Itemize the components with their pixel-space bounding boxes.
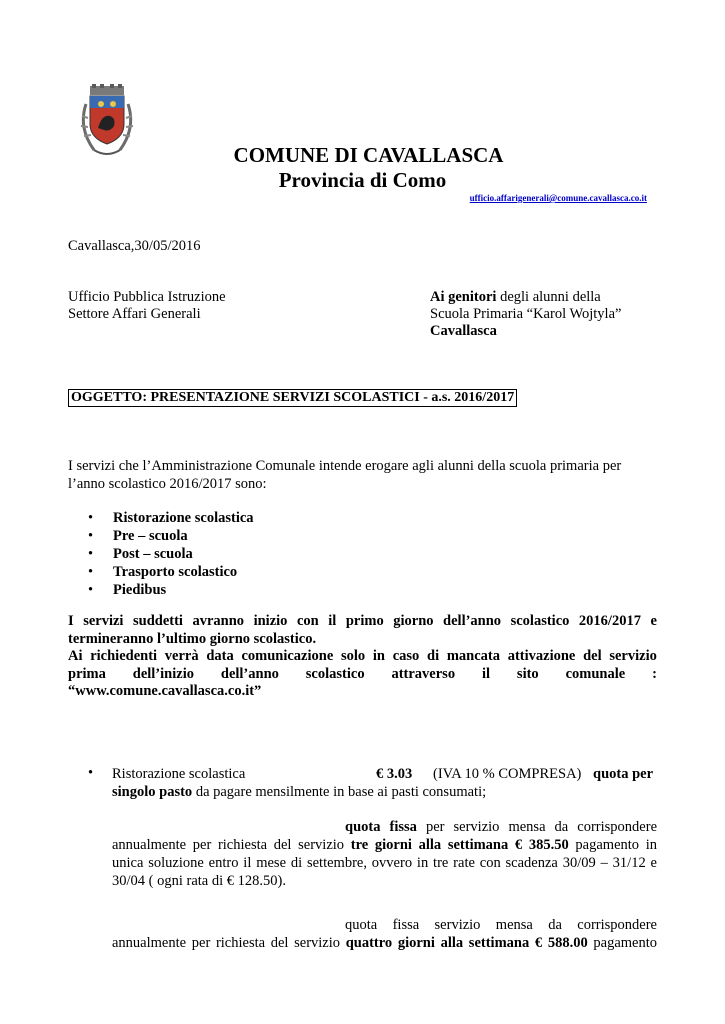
quota-text: annualmente per richiesta del servizio [112,837,351,853]
services-list [86,509,254,599]
sender-department: Settore Affari Generali [68,306,201,322]
word: solo [341,648,366,664]
word: Ai [68,648,83,664]
notice-line [68,666,657,684]
quota-amount: tre giorni alla settimana € 385.50 [350,837,569,853]
quota-text: pagamento [587,935,657,951]
word: giorno [393,613,434,629]
list-item: • Post – scuola [86,545,254,563]
fee-service-name: Ristorazione scolastica [112,766,246,782]
word: primo [345,613,384,629]
quota-text: annualmente per richiesta del servizio [112,935,346,951]
word: scolastico [305,665,365,682]
subject-box: OGGETTO: PRESENTAZIONE SERVIZI SCOLASTICI - a.s. 2016/2017 [68,389,517,407]
word: I [68,613,74,629]
quota-text: per servizio mensa da corrispondere [416,819,657,835]
notice-line: termineranno l’ultimo giorno scolastico. [68,630,317,647]
word: attivazione [507,648,576,664]
quota-text: pagamento in [568,837,657,853]
fee-bullet: • [88,765,94,781]
word: richiedenti [90,648,158,664]
fee-unit: singolo pasto [112,784,193,800]
quota-text: quota fissa servizio mensa da corrispondere [345,917,657,933]
word: verrà [164,648,199,664]
fee-quota-label: quota per [593,766,654,782]
recipient-school: Scuola Primaria “Karol Wojtyla” [430,306,622,322]
fee-price: € 3.03 [376,766,413,782]
province-subtitle: Provincia di Como [278,168,447,192]
fee-vat-note: (IVA 10 % COMPRESA) [433,766,582,782]
quota-text: 30/04 ( ogni rata di € 128.50). [112,873,286,889]
word: il [328,613,337,629]
sender-office: Ufficio Pubblica Istruzione [68,289,226,305]
word: in [372,648,385,664]
word: caso [392,648,420,664]
word: dell’anno [220,665,279,682]
list-item: • Pre – scuola [86,527,254,545]
word: inizio [253,613,288,629]
place-date: Cavallasca,30/05/2016 [68,238,201,254]
municipality-title: COMUNE DI CAVALLASCA [233,143,504,167]
word: attraverso [391,665,456,682]
word: data [206,648,234,664]
word: comunicazione [241,648,334,664]
notice-paragraph [68,613,657,701]
word: servizi [83,613,124,629]
website-reference: “www.comune.cavallasca.co.it” [68,683,262,699]
list-item: • Trasporto scolastico [86,563,254,581]
word: sito [516,665,539,682]
word: comunale [565,665,626,682]
list-item: • Piedibus [86,581,254,599]
intro-line: l’anno scolastico 2016/2017 sono: [68,476,267,492]
notice-line [68,648,657,666]
word: servizio [609,648,657,664]
recipient-line-1 [430,289,601,306]
list-item: • Ristorazione scolastica [86,509,254,527]
word: scolastico [510,613,570,629]
recipient-town: Cavallasca [430,323,497,339]
intro-paragraph [68,457,658,493]
quota-three-days [112,818,657,890]
quota-four-days [112,916,657,952]
office-email-link[interactable]: ufficio.affarigenerali@comune.cavallasca.co.it [469,193,647,203]
word: 2016/2017 [578,613,641,629]
word: il [481,665,491,682]
quota-label: quota fissa [345,819,417,835]
word: dell’anno [443,613,502,629]
word: dell’inizio [132,665,194,682]
word: con [296,613,319,629]
fee-description: da pagare mensilmente in base ai pasti consumati; [192,784,487,800]
word: prima [68,665,106,682]
word: mancata [446,648,500,664]
notice-line [68,613,657,631]
intro-line: I servizi che l’Amministrazione Comunale intende erogare agli alunni della scuola primaria per [68,458,622,474]
word: avranno [192,613,245,629]
word: del [583,648,602,664]
fee-item [112,765,657,801]
quota-text: unica soluzione entro il mese di settembre, ovvero in tre rate con scadenza 30/09 – 31/12 e [112,855,657,871]
recipient-rest: degli alunni della [496,289,601,305]
recipient-bold: Ai genitori [430,289,497,305]
word: e [650,613,657,629]
word: suddetti [132,613,183,629]
word: di [427,648,440,664]
word: : [652,665,657,682]
quota-amount: quattro giorni alla settimana € 588.00 [345,935,588,951]
